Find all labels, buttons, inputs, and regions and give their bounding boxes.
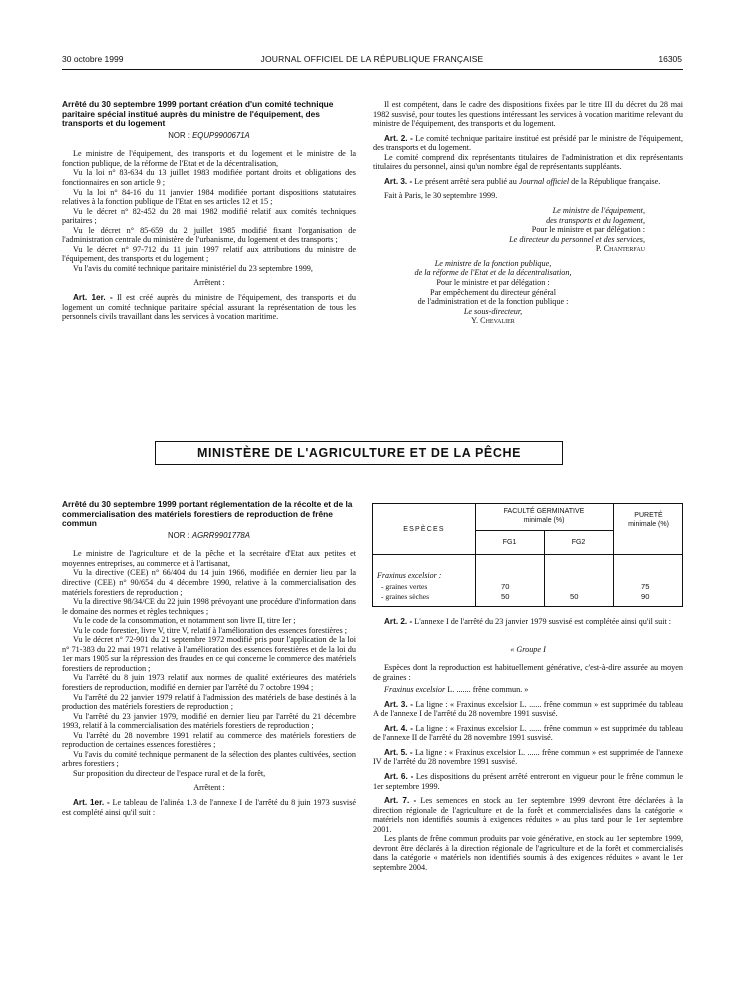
arrete-1-article-2-continued: Le comité comprend dix représentants titulaires de l'administration et dix représentants titulaires du personnel, ainsi qu'un nombre égal de représentants suppléants. bbox=[373, 152, 683, 172]
arrete-1-signature-2: Le ministre de la fonction publique, de la réforme de l'Etat et de la décentralisation, Pour le ministre et par délégation : Par empêchement du directeur général de l'administration et de la fonction publique : Le sous-directeur, Y. Chevalier bbox=[414, 258, 572, 326]
arrete-2-article-2: Art. 2. - L'annexe I de l'arrêté du 23 janvier 1979 susvisé est complétée ainsi qu'il suit : bbox=[384, 617, 672, 626]
arrete-2-article-1: Art. 1er. - Le tableau de l'alinéa 1.3 de l'annexe I de l'arrêté du 8 juin 1973 susvisé est complété ainsi qu'il suit : bbox=[62, 798, 357, 817]
arrete-2-visa: Vu la directive (CEE) n° 66/404 du 14 juin 1966, modifiée en dernier lieu par la directive (CEE) n° 90/654 du 4 décembre 1990, relative à la commercialisation des matériels forestiers de reproduction ; bbox=[62, 568, 356, 597]
table-cell-purete: 90 bbox=[641, 592, 650, 601]
table-header-fg2: FG2 bbox=[571, 538, 586, 546]
arrete-1-signature-1: Le ministre de l'équipement, des transports et du logement, Pour le ministre et par délégation : Le directeur du personnel et des services, P. Chanterfau bbox=[509, 205, 645, 254]
arrete-2-visa: Vu le décret n° 72-901 du 21 septembre 1972 modifié pris pour l'application de la loi n° 71-383 du 22 mai 1971 relative à l'amélioration des essences forestières et de la loi du 1er mars 1905 sur la répression des fraudes en ce qui concerne le commerce des matériels forestiers de reproduction ; bbox=[62, 635, 356, 673]
table-row-label: - graines vertes bbox=[381, 582, 428, 591]
arrete-2-visa: Vu l'arrêté du 22 janvier 1979 relatif à l'admission des matériels de base destinés à la production des matériels forestiers de reproduction ; bbox=[62, 692, 356, 712]
arrete-1-visa: Vu la loi n° 84-16 du 11 janvier 1984 modifiée portant dispositions statutaires relatives à la fonction publique de l'Etat en ses articles 12 et 15 ; bbox=[62, 187, 356, 207]
table-species: Fraxinus excelsior : bbox=[377, 571, 442, 580]
table-cell-purete: 75 bbox=[641, 582, 650, 591]
arrete-1-visa: Vu le décret n° 97-712 du 11 juin 1997 relatif aux attributions du ministre de l'équipement, des transports et du logement ; bbox=[62, 244, 356, 264]
table-cell-fg2: 50 bbox=[570, 592, 579, 601]
header-page-number: 16305 bbox=[658, 54, 682, 64]
table-cell-fg1: 50 bbox=[501, 592, 510, 601]
arrete-1-visa: Vu l'avis du comité technique paritaire ministériel du 23 septembre 1999, bbox=[73, 263, 313, 273]
arrete-1-article-1-continued: Il est compétent, dans le cadre des dispositions fixées par le titre III du décret du 28 mai 1982 susvisé, pour toutes les questions intéressant les services à vocation maritime relevant du ministre de l'équipement, des transports et du logement. bbox=[373, 100, 683, 129]
arrete-1-visa: Vu le décret n° 82-452 du 28 mai 1982 modifié relatif aux comités techniques paritaires ; bbox=[62, 206, 356, 226]
arrete-2-groupe-text: Espèces dont la reproduction est habituellement générative, c'est-à-dire assurée au moyen de graines : bbox=[373, 663, 683, 682]
arrete-1-visa: Vu le décret n° 85-659 du 2 juillet 1985 modifié fixant l'organisation de l'administration centrale du ministère de l'urbanisme, du logement et des transports ; bbox=[62, 225, 356, 245]
arrete-2-article-6: Art. 6. - Les dispositions du présent arrêté entreront en vigueur pour le frêne commun le 1er septembre 1999. bbox=[373, 772, 683, 791]
table-cell-fg1: 70 bbox=[501, 582, 510, 591]
arrete-2-visa: Vu l'avis du comité technique permanent de la sélection des plantes cultivées, section arbres forestiers ; bbox=[62, 749, 356, 769]
header-journal-title: JOURNAL OFFICIEL DE LA RÉPUBLIQUE FRANÇAISE bbox=[260, 54, 484, 64]
arrete-1-article-1: Art. 1er. - Il est créé auprès du ministre de l'équipement, des transports et du logement un comité technique paritaire spécial assurant la représentation de tous les personnels civils travaillant dans les services à vocation maritime. bbox=[62, 292, 356, 322]
arrete-2-intro: Le ministre de l'agriculture et de la pêche et la secrétaire d'Etat aux petites et moyennes entreprises, au commerce et à l'artisanat, bbox=[62, 549, 356, 568]
arrete-2-visa: Vu la directive 98/34/CE du 22 juin 1998 prévoyant une procédure d'information dans le domaine des normes et règles techniques ; bbox=[62, 597, 356, 616]
arrete-1-article-3: Art. 3. - Le présent arrêté sera publié au Journal officiel de la République française. bbox=[384, 176, 661, 186]
table-header-especes: ESPÈCES bbox=[403, 525, 445, 533]
germination-table bbox=[372, 503, 683, 607]
arrete-1-right-column bbox=[373, 100, 683, 326]
arrete-2-visa: Vu l'arrêté du 23 janvier 1979, modifié en dernier lieu par l'arrêté du 21 décembre 1993, relatif à la commercialisation des matériels forestiers de reproduction ; bbox=[62, 711, 356, 731]
arrete-1-article-2: Art. 2. - Le comité technique paritaire institué est présidé par le ministre de l'équipement, des transports et du logement. bbox=[373, 133, 683, 153]
arrete-1-fait: Fait à Paris, le 30 septembre 1999. bbox=[384, 191, 498, 201]
table-header-faculte: FACULTÉ GERMINATIVE minimale (%) bbox=[503, 508, 585, 524]
arrete-2-left-column bbox=[62, 500, 356, 817]
table-header-fg1: FG1 bbox=[502, 538, 517, 546]
running-header bbox=[62, 54, 682, 68]
arrete-2-right-column bbox=[373, 617, 683, 872]
arrete-1-visa: Vu la loi n° 83-634 du 13 juillet 1983 modifiée portant droits et obligations des fonctionnaires en son article 9 ; bbox=[62, 168, 356, 187]
arrete-2-nor: NOR : AGRR9901778A bbox=[168, 530, 250, 540]
table-header-purete: PURETÉ minimale (%) bbox=[628, 512, 669, 528]
arrete-2-fraxinus: Fraxinus excelsior L. ....... frêne commun. » bbox=[384, 685, 529, 695]
arrete-1-arretent: Arrêtent : bbox=[193, 278, 225, 288]
arrete-1-nor: NOR : EQUP9900671A bbox=[168, 130, 250, 140]
table-row-label: - graines sèches bbox=[381, 592, 430, 601]
arrete-2-arretent: Arrêtent : bbox=[193, 783, 225, 793]
arrete-1-left-column bbox=[62, 100, 356, 322]
arrete-2-groupe: « Groupe I bbox=[510, 644, 546, 654]
header-date: 30 octobre 1999 bbox=[62, 54, 124, 64]
arrete-2-visa: Vu le code de la consommation, et notamment son livre II, titre Ier ; bbox=[73, 616, 296, 626]
arrete-2-article-3: Art. 3. - La ligne : « Fraxinus excelsior L. ...... frêne commun » est supprimée du tableau A de l'annexe I de l'arrêté du 28 novembre 1991 susvisé. bbox=[373, 699, 683, 719]
arrete-2-title: Arrêté du 30 septembre 1999 portant réglementation de la récolte et de la commercialisation des matériels forestiers de reproduction de frêne commun bbox=[62, 499, 353, 529]
arrete-2-article-4: Art. 4. - La ligne : « Fraxinus excelsior L. ...... frêne commun » est supprimée du tableau de l'annexe II de l'arrêté du 28 novembre 1991 susvisé. bbox=[373, 723, 683, 743]
arrete-2-visa: Vu l'arrêté du 8 juin 1973 relatif aux normes de qualité extérieures des matériels forestiers de reproduction, modifié en dernier par l'arrêté du 7 octobre 1994 ; bbox=[62, 673, 356, 692]
arrete-2-visa: Vu le code forestier, livre V, titre V, relatif à l'amélioration des essences forestières ; bbox=[73, 625, 348, 635]
arrete-2-article-7-continued: Les plants de frêne commun produits par voie générative, en stock au 1er septembre 1999, devront être déclarés à la direction régionale de l'agriculture et de la forêt et commercialisés dans la catégorie « matériels non identifiés soumis à des exigences réduites » avant le 1er septembre 2004. bbox=[373, 834, 683, 872]
arrete-1-title: Arrêté du 30 septembre 1999 portant création d'un comité technique paritaire spécial institué auprès du ministre de l'équipement, des transports et du logement bbox=[62, 99, 334, 129]
header-rule bbox=[62, 69, 683, 70]
arrete-1-intro: Le ministre de l'équipement, des transports et du logement et le ministre de la fonction publique, de la réforme de l'Etat et de la décentralisation, bbox=[62, 149, 356, 168]
arrete-2-article-5: Art. 5. - La ligne : « Fraxinus excelsior L. ...... frêne commun » est supprimée de l'annexe IV de l'arrêté du 28 novembre 1991 susvisé. bbox=[373, 747, 684, 767]
arrete-2-visa: Vu l'arrêté du 28 novembre 1991 relatif au commerce des matériels forestiers de reproduction de certaines essences forestières ; bbox=[62, 730, 356, 750]
ministry-banner: MINISTÈRE DE L'AGRICULTURE ET DE LA PÊCHE bbox=[155, 441, 563, 465]
arrete-2-article-7: Art. 7. - Les semences en stock au 1er septembre 1999 devront être déclarées à la direction régionale de l'agriculture et de la forêt et commercialisées dans la catégorie « matériels non identifiés soumis à exigences réduites » au plus tard pour le 1er septembre 2001. bbox=[373, 796, 684, 834]
arrete-2-visa: Sur proposition du directeur de l'espace rural et de la forêt, bbox=[73, 768, 266, 778]
